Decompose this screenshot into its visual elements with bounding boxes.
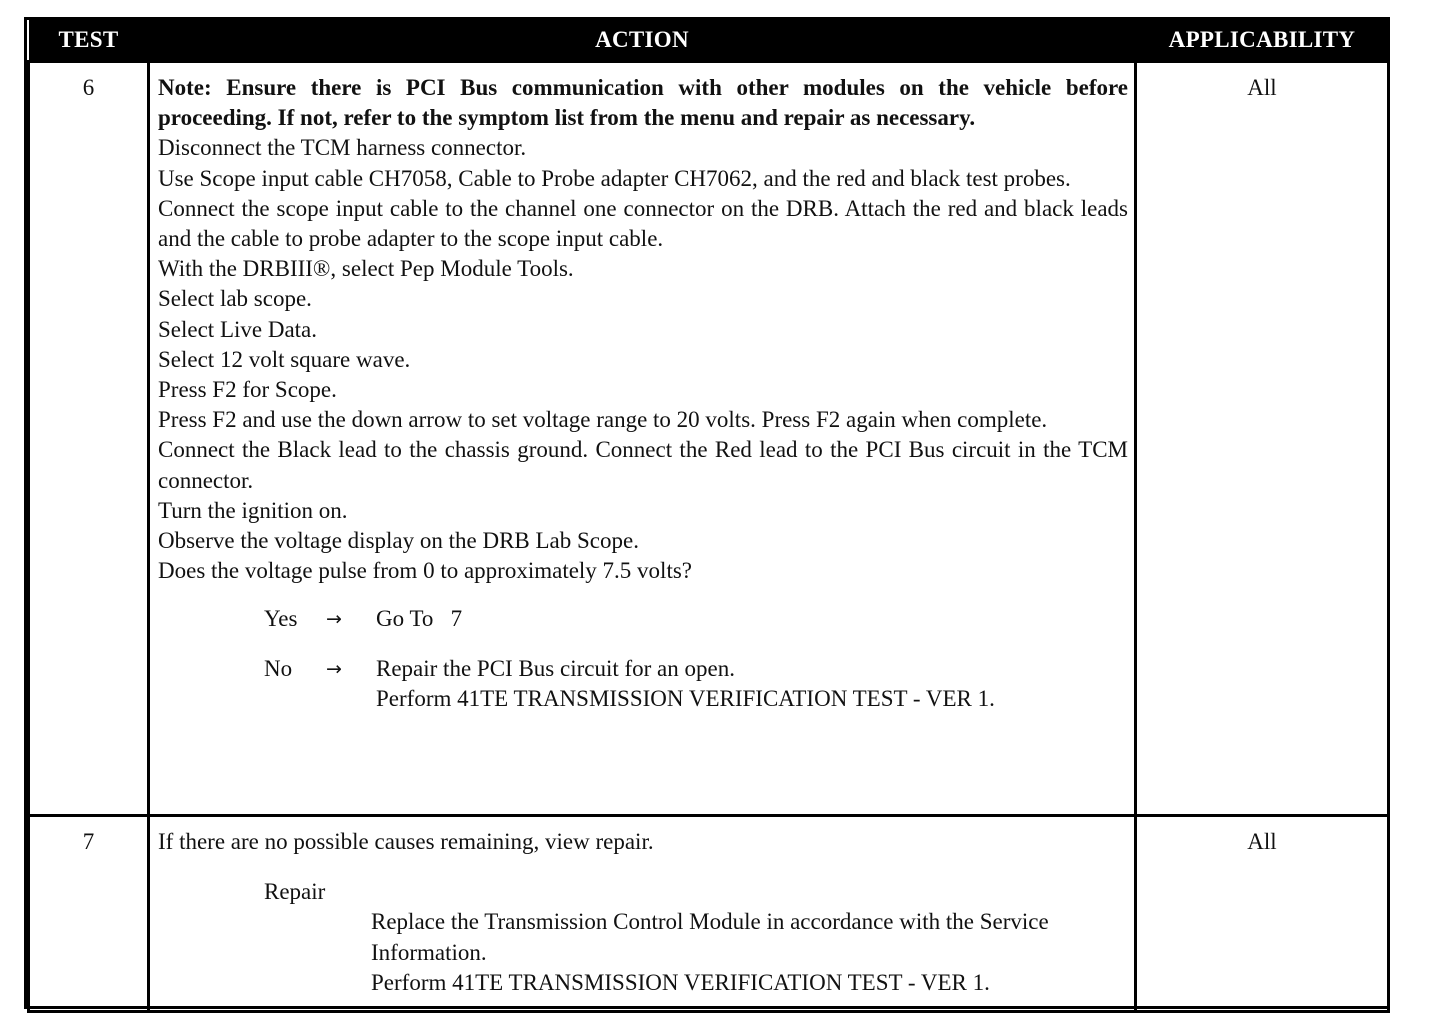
table-row-test-7 — [29, 816, 1389, 1012]
result-yes-label: Yes — [264, 606, 298, 632]
result-line: Go To 7 — [376, 606, 463, 632]
step-line: Select 12 volt square wave. — [158, 346, 411, 372]
header-test: TEST — [29, 20, 149, 62]
test-number: 7 — [29, 816, 149, 1012]
table-header-row — [29, 20, 1389, 62]
applicability-value: All — [1136, 62, 1389, 816]
repair-label: Repair — [264, 879, 326, 905]
result-options — [158, 604, 1128, 714]
header-action: ACTION — [149, 20, 1136, 62]
applicability-value: All — [1136, 816, 1389, 1012]
step-line: Press F2 for Scope. — [158, 377, 337, 403]
table-row-test-6 — [29, 62, 1389, 816]
action-cell — [149, 62, 1136, 816]
step-line: Observe the voltage display on the DRB Lab Scope. — [158, 528, 639, 554]
result-line: Perform 41TE TRANSMISSION VERIFICATION TEST - VER 1. — [376, 685, 995, 711]
repair-instructions — [371, 907, 1128, 998]
note-text: Note: Ensure there is PCI Bus communication with other modules on the vehicle before proceeding. If not, refer to the symptom list from the menu and repair as necessary. — [158, 75, 1128, 131]
repair-line: Perform 41TE TRANSMISSION VERIFICATION TEST - VER 1. — [371, 969, 990, 995]
step-line: Select Live Data. — [158, 316, 318, 342]
step-line: Connect the Black lead to the chassis ground. Connect the Red lead to the PCI Bus circuit in the TCM connector. — [158, 437, 1128, 493]
diagnostic-table — [27, 20, 1390, 1013]
step-line: Use Scope input cable CH7058, Cable to Probe adapter CH7062, and the red and black test probes. — [158, 165, 1071, 191]
repair-line: Replace the Transmission Control Module in accordance with the Service Information. — [371, 909, 1049, 965]
result-yes — [264, 604, 1128, 634]
step-line: Select lab scope. — [158, 286, 312, 312]
result-no — [264, 654, 1128, 714]
step-line: Connect the scope input cable to the channel one connector on the DRB. Attach the red and black leads and the cable to probe adapter to the scope input cable. — [158, 195, 1128, 252]
action-cell — [149, 816, 1136, 1012]
right-arrow-icon: → — [326, 657, 342, 680]
step-line: Turn the ignition on. — [158, 497, 348, 523]
step-line: With the DRBIII®, select Pep Module Tools. — [158, 256, 574, 282]
test-number: 6 — [29, 62, 149, 816]
diagnostic-table-frame — [24, 17, 1390, 1009]
right-arrow-icon: → — [326, 608, 342, 631]
step-line: Disconnect the TCM harness connector. — [158, 135, 527, 161]
result-no-text — [376, 654, 1128, 714]
step-line: Does the voltage pulse from 0 to approximately 7.5 volts? — [158, 558, 692, 584]
result-line: Repair the PCI Bus circuit for an open. — [376, 655, 735, 681]
result-yes-text — [376, 604, 1128, 634]
step-line: Press F2 and use the down arrow to set voltage range to 20 volts. Press F2 again when complete. — [158, 407, 1048, 433]
intro-text: If there are no possible causes remaining, view repair. — [158, 829, 654, 854]
result-no-label: No — [264, 655, 293, 681]
header-applicability: APPLICABILITY — [1136, 20, 1389, 62]
